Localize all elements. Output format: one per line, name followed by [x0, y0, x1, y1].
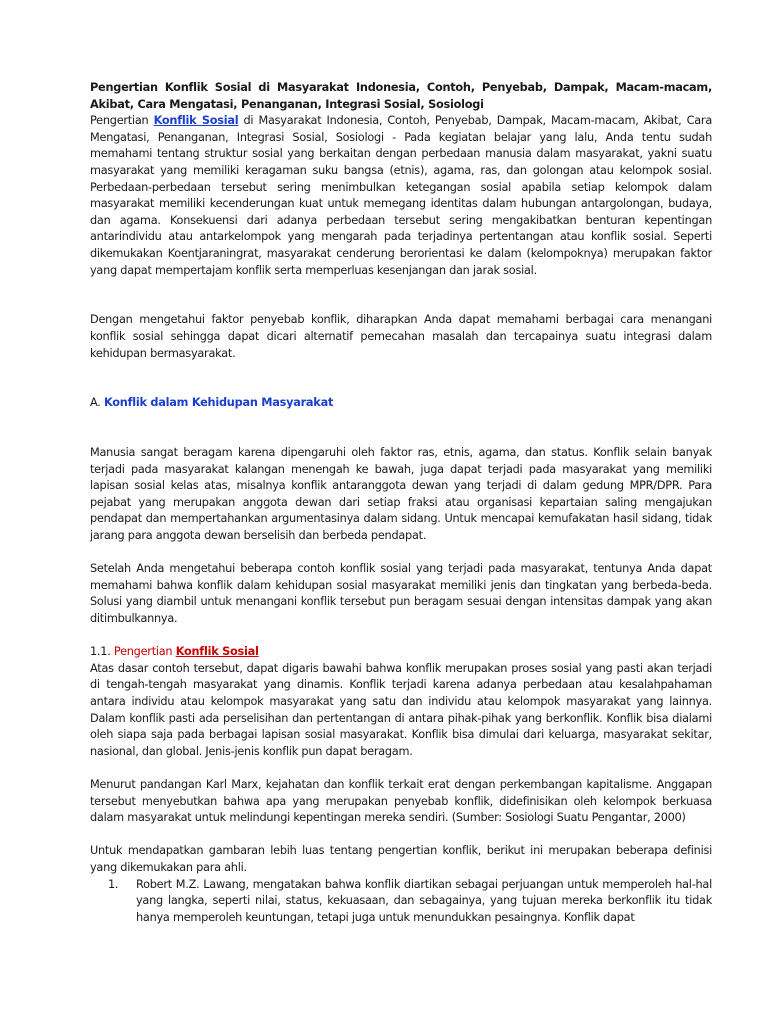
document-body — [90, 80, 712, 926]
section-a-title: Konflik dalam Kehidupan Masyarakat — [103, 396, 334, 410]
list-item-number: 1. — [108, 877, 119, 891]
document-title: Pengertian Konflik Sosial di Masyarakat Indonesia, Contoh, Penyebab, Dampak, Macam-macam, Akibat, Cara Mengatasi, Penanganan, Integrasi Sosial, Sosiologi — [90, 81, 712, 111]
intro-lead: Pengertian — [90, 114, 154, 128]
intro-paragraph — [90, 113, 712, 279]
spacer — [90, 827, 712, 844]
list-item-text: Robert M.Z. Lawang, mengatakan bahwa konflik diartikan sebagai perjuangan untuk memperoleh hal-hal yang langka, seperti nilai, status, kekuasaan, dan sebagainya, yang tujuan mereka berkonflik itu tidak hanya memperoleh keuntungan, tetapi juga untuk menundukkan pesaingnya. Konflik dapat — [136, 877, 712, 924]
section-a-prefix: A. — [90, 396, 104, 410]
spacer — [90, 412, 712, 445]
section-1-1-link[interactable]: Konflik Sosial — [175, 645, 259, 659]
section-a-heading — [90, 395, 712, 412]
definition-list — [90, 877, 712, 927]
spacer — [90, 362, 712, 395]
section-1-1-prefix: 1.1. — [90, 645, 114, 659]
paragraph-2: Dengan mengetahui faktor penyebab konflik, diharapkan Anda dapat memahami berbagai cara menangani konflik sosial sehingga dapat dicari alternatif pemecahan masalah dan tercapainya suatu integrasi dalam kehidupan bermasyarakat. — [90, 313, 712, 360]
spacer — [90, 279, 712, 312]
spacer — [90, 545, 712, 562]
spacer — [90, 760, 712, 777]
paragraph-4: Setelah Anda mengetahui beberapa contoh konflik sosial yang terjadi pada masyarakat, tentunya Anda dapat memahami bahwa konflik dalam kehidupan sosial masyarakat memiliki jenis dan tingkatan yang berbeda-beda. Solusi yang diambil untuk menangani konflik tersebut pun beragam sesuai dengan intensitas dampak yang akan ditimbulkannya. — [90, 562, 712, 625]
list-item — [90, 877, 712, 927]
paragraph-3: Manusia sangat beragam karena dipengaruhi oleh faktor ras, etnis, agama, dan status. Konflik selain banyak terjadi pada masyarakat kalangan menengah ke bawah, juga dapat terjadi pada masyarakat yang memiliki lapisan sosial kelas atas, misalnya konflik antaranggota dewan yang terjadi di dalam gedung MPR/DPR. Para pejabat yang merupakan anggota dewan dari setiap fraksi atau organisasi kepartaian saling mengajukan pendapat dan mempertahankan argumentasinya dalam sidang. Untuk mencapai kemufakatan hasil sidang, tidak jarang para anggota dewan berselisih dan berbeda pendapat. — [90, 446, 712, 543]
section-1-1-heading — [90, 644, 712, 661]
paragraph-6: Menurut pandangan Karl Marx, kejahatan dan konflik terkait erat dengan perkembangan kapitalisme. Anggapan tersebut menyebutkan bahwa apa yang merupakan penyebab konflik, didefinisikan oleh kelompok berkuasa dalam masyarakat untuk melindungi kepentingan mereka sendiri. (Sumber: Sosiologi Suatu Pengantar, 2000) — [90, 777, 712, 825]
paragraph-5: Atas dasar contoh tersebut, dapat digaris bawahi bahwa konflik merupakan proses sosial yang pasti akan terjadi di tengah-tengah masyarakat yang dinamis. Konflik terjadi karena adanya perbedaan atau kesalahpahaman antara individu atau kelompok masyarakat yang satu dan individu atau kelompok masyarakat yang lainnya. Dalam konflik pasti ada perselisihan dan pertentangan di antara pihak-pihak yang berkonflik. Konflik bisa dialami oleh siapa saja pada berbagai lapisan sosial masyarakat. Konflik bisa dimulai dari keluarga, masyarakat sekitar, nasional, dan global. Jenis-jenis konflik pun dapat beragam. — [90, 661, 712, 758]
paragraph-7: Untuk mendapatkan gambaran lebih luas tentang pengertian konflik, berikut ini merupakan beberapa definisi yang dikemukakan para ahli. — [90, 844, 712, 874]
intro-rest: di Masyarakat Indonesia, Contoh, Penyebab, Dampak, Macam-macam, Akibat, Cara Mengatasi, Penanganan, Integrasi Sosial, Sosiologi - Pada kegiatan belajar yang lalu, Anda tentu sudah memahami tentang struktur sosial yang berkaitan dengan perbedaan manusia dalam masyarakat, yakni suatu masyarakat yang memiliki keragaman suku bangsa (etnis), agama, ras, dan golongan atau kelompok sosial. Perbedaan-perbedaan tersebut sering menimbulkan ketegangan sosial apabila setiap kelompok dalam masyarakat memiliki kecenderungan kuat untuk memegang identitas dalam hubungan antargolongan, budaya, dan agama. Konsekuensi dari adanya perbedaan tersebut sering mengakibatkan benturan kepentingan antarindividu atau antarkelompok yang mengarah pada terjadinya pertentangan atau konflik sosial. Seperti dikemukakan Koentjaraningrat, masyarakat cenderung berorientasi ke dalam (kelompoknya) merupakan faktor yang dapat mempertajam konflik serta memperluas kesenjangan dan jarak sosial. — [90, 114, 713, 277]
section-1-1-label: Pengertian — [113, 645, 176, 659]
spacer — [90, 628, 712, 645]
konflik-sosial-link[interactable]: Konflik Sosial — [153, 114, 239, 128]
